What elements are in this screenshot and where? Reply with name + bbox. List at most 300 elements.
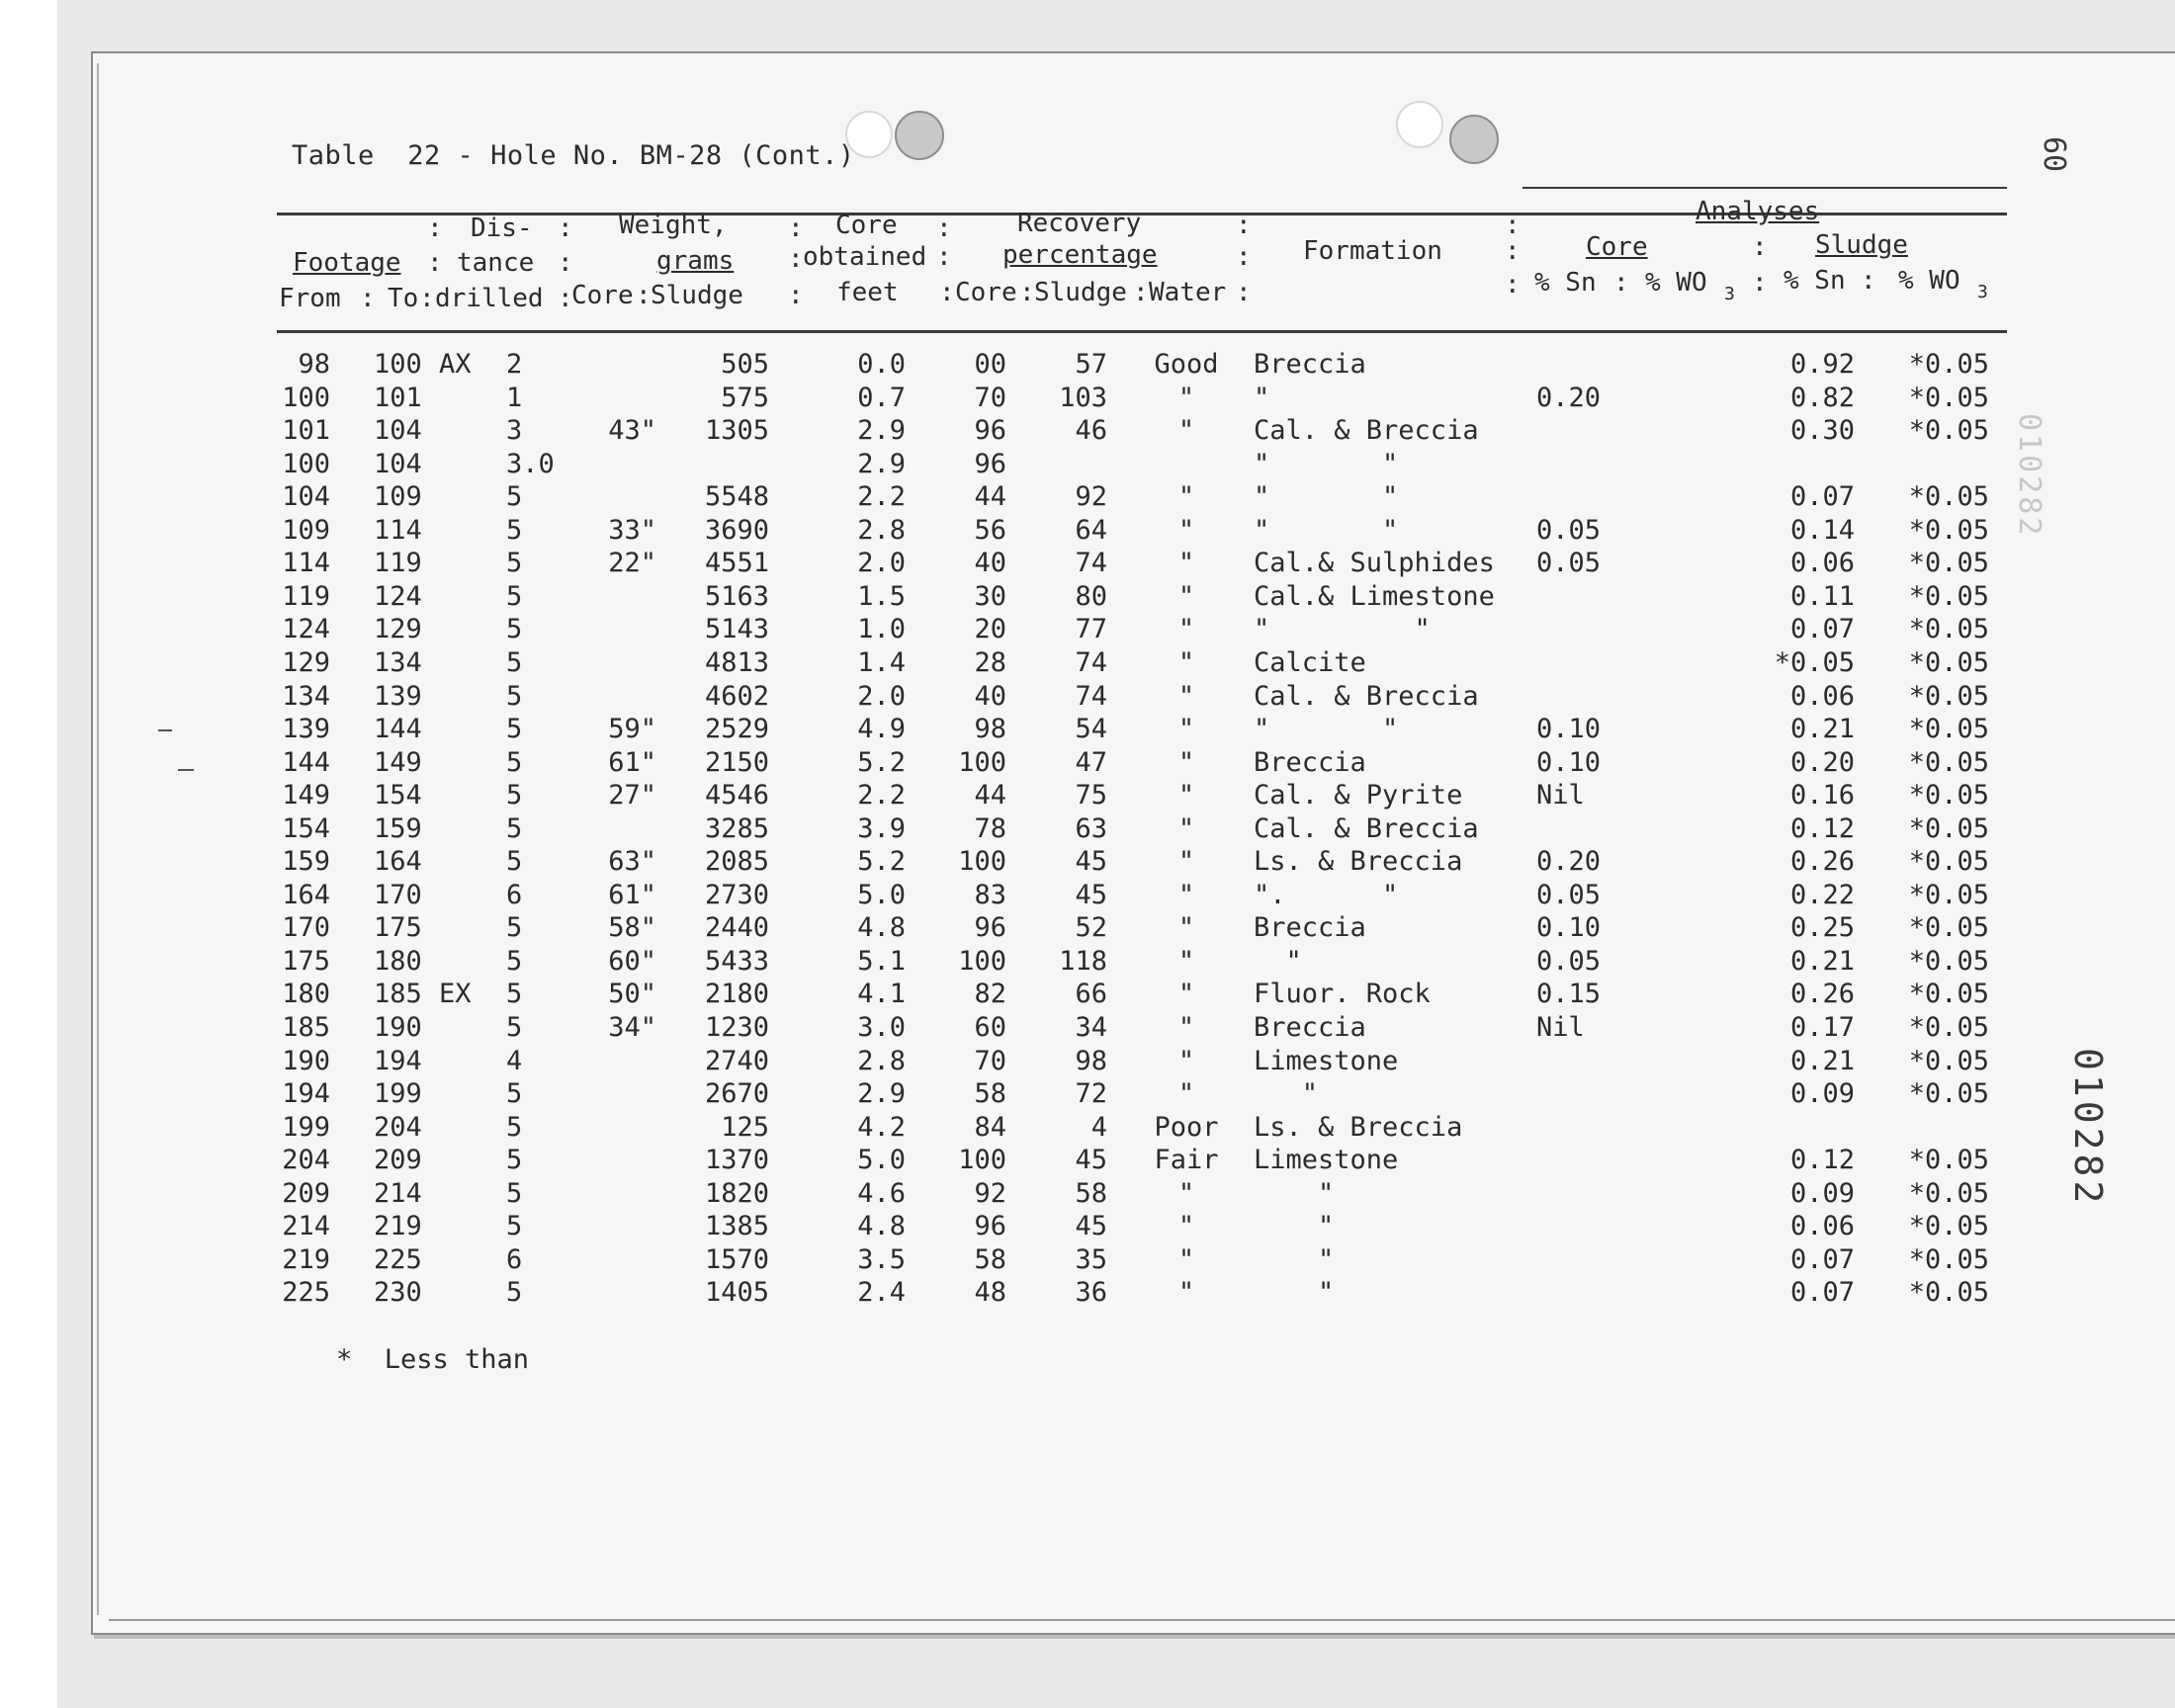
col-sep: : bbox=[1505, 236, 1521, 266]
col-sep: : bbox=[936, 214, 952, 243]
cell-recovery-sludge: 66 bbox=[1075, 979, 1107, 1009]
col-sep: : bbox=[936, 242, 952, 272]
cell-water: " bbox=[1177, 1012, 1195, 1043]
cell-weight-sludge: 5548 bbox=[704, 481, 769, 512]
cell-sludge-sn: 0.09 bbox=[1789, 1178, 1855, 1209]
cell-weight-sludge: 1305 bbox=[704, 415, 769, 446]
cell-water: " bbox=[1177, 912, 1195, 943]
cell-recovery-sludge: 72 bbox=[1075, 1078, 1107, 1109]
header-core-obtained: obtained bbox=[803, 242, 927, 272]
cell-to: 100 bbox=[374, 349, 422, 380]
cell-core-feet: 2.8 bbox=[857, 1046, 906, 1076]
header-recovery-core: Core bbox=[955, 278, 1017, 307]
cell-weight-sludge: 1370 bbox=[704, 1145, 769, 1175]
cell-recovery-core: 40 bbox=[974, 548, 1006, 578]
cell-core-sn: 0.10 bbox=[1536, 747, 1602, 778]
cell-from: 209 bbox=[282, 1178, 330, 1209]
cell-core-sn: 0.05 bbox=[1536, 880, 1602, 910]
col-sep: : bbox=[1236, 278, 1252, 307]
cell-sludge-wo3: *0.05 bbox=[1908, 846, 1989, 877]
cell-size: AX bbox=[439, 349, 472, 380]
cell-weight-core: 59" bbox=[608, 714, 656, 744]
cell-water: " bbox=[1177, 1211, 1195, 1241]
cell-recovery-sludge: 47 bbox=[1075, 747, 1107, 778]
header-core-sn: % Sn bbox=[1534, 268, 1597, 298]
cell-to: 124 bbox=[374, 581, 422, 612]
cell-to: 209 bbox=[374, 1145, 422, 1175]
cell-from: 170 bbox=[282, 912, 330, 943]
cell-weight-sludge: 2529 bbox=[704, 714, 769, 744]
cell-weight-sludge: 4551 bbox=[704, 548, 769, 578]
cell-water: " bbox=[1177, 581, 1195, 612]
cell-sludge-wo3: *0.05 bbox=[1908, 912, 1989, 943]
cell-sludge-wo3: *0.05 bbox=[1908, 946, 1989, 977]
cell-weight-sludge: 3285 bbox=[704, 813, 769, 844]
cell-recovery-sludge: 98 bbox=[1075, 1046, 1107, 1076]
cell-core-sn: 0.10 bbox=[1536, 912, 1602, 943]
cell-recovery-core: 00 bbox=[974, 349, 1006, 380]
cell-water: " bbox=[1177, 946, 1195, 977]
cell-to: 149 bbox=[374, 747, 422, 778]
cell-to: 190 bbox=[374, 1012, 422, 1043]
header-core-wo3: % WO bbox=[1645, 268, 1707, 298]
cell-to: 214 bbox=[374, 1178, 422, 1209]
cell-sludge-wo3: *0.05 bbox=[1908, 714, 1989, 744]
cell-sludge-sn: 0.21 bbox=[1789, 714, 1855, 744]
cell-recovery-sludge: 74 bbox=[1075, 647, 1107, 678]
card-edge-line bbox=[97, 63, 99, 1615]
cell-recovery-core: 30 bbox=[974, 581, 1006, 612]
cell-core-sn: 0.05 bbox=[1536, 515, 1602, 546]
cell-to: 164 bbox=[374, 846, 422, 877]
cell-formation: ". " bbox=[1254, 880, 1399, 910]
cell-to: 154 bbox=[374, 780, 422, 811]
cell-recovery-core: 96 bbox=[974, 912, 1006, 943]
cell-weight-core: 60" bbox=[608, 946, 656, 977]
cell-sludge-wo3: *0.05 bbox=[1908, 747, 1989, 778]
cell-recovery-sludge: 103 bbox=[1059, 383, 1107, 413]
cell-recovery-core: 28 bbox=[974, 647, 1006, 678]
header-distance: tance bbox=[457, 248, 535, 278]
cell-distance: 2 bbox=[506, 349, 523, 380]
cell-distance: 4 bbox=[506, 1046, 523, 1076]
cell-sludge-wo3: *0.05 bbox=[1908, 515, 1989, 546]
cell-sludge-sn: 0.22 bbox=[1789, 880, 1855, 910]
cell-to: 199 bbox=[374, 1078, 422, 1109]
cell-water: " bbox=[1177, 515, 1195, 546]
cell-from: 214 bbox=[282, 1211, 330, 1241]
cell-from: 114 bbox=[282, 548, 330, 578]
col-sep: : bbox=[788, 281, 804, 310]
header-distance: Dis- bbox=[471, 214, 533, 243]
header-recovery: percentage bbox=[1002, 240, 1158, 270]
cell-recovery-sludge: 45 bbox=[1075, 1211, 1107, 1241]
cell-from: 194 bbox=[282, 1078, 330, 1109]
cell-recovery-core: 44 bbox=[974, 481, 1006, 512]
col-sep: : bbox=[558, 214, 573, 243]
cell-recovery-sludge: 80 bbox=[1075, 581, 1107, 612]
cell-recovery-sludge: 64 bbox=[1075, 515, 1107, 546]
col-sep: : bbox=[1505, 211, 1521, 240]
cell-distance: 5 bbox=[506, 747, 523, 778]
col-sep: : bbox=[1019, 278, 1035, 307]
cell-formation: " bbox=[1254, 1211, 1335, 1241]
cell-sludge-sn: 0.07 bbox=[1789, 614, 1855, 644]
cell-recovery-core: 100 bbox=[958, 946, 1006, 977]
cell-core-sn: 0.15 bbox=[1536, 979, 1602, 1009]
cell-from: 139 bbox=[282, 714, 330, 744]
cell-to: 219 bbox=[374, 1211, 422, 1241]
page-number: 60 bbox=[2037, 136, 2071, 173]
cell-distance: 3.0 bbox=[506, 449, 555, 479]
cell-water: " bbox=[1177, 415, 1195, 446]
cell-sludge-sn: 0.30 bbox=[1789, 415, 1855, 446]
cell-formation: Cal. & Breccia bbox=[1254, 415, 1479, 446]
cell-recovery-core: 58 bbox=[974, 1078, 1006, 1109]
cell-sludge-wo3: *0.05 bbox=[1908, 1046, 1989, 1076]
cell-sludge-sn: 0.20 bbox=[1789, 747, 1855, 778]
cell-weight-sludge: 1570 bbox=[704, 1244, 769, 1275]
cell-formation: Calcite bbox=[1254, 647, 1366, 678]
cell-formation: " bbox=[1254, 1244, 1335, 1275]
cell-water: " bbox=[1177, 780, 1195, 811]
cell-from: 154 bbox=[282, 813, 330, 844]
cell-core-sn: 0.20 bbox=[1536, 383, 1602, 413]
cell-water: Poor bbox=[1154, 1112, 1219, 1143]
col-sep: : bbox=[558, 284, 573, 313]
cell-distance: 1 bbox=[506, 383, 523, 413]
cell-recovery-core: 83 bbox=[974, 880, 1006, 910]
cell-sludge-sn: 0.26 bbox=[1789, 979, 1855, 1009]
cell-sludge-sn: 0.14 bbox=[1789, 515, 1855, 546]
header-analyses-sludge: Sludge bbox=[1815, 230, 1908, 260]
cell-recovery-sludge: 74 bbox=[1075, 548, 1107, 578]
cell-recovery-core: 78 bbox=[974, 813, 1006, 844]
punch-hole-right-a bbox=[1396, 101, 1443, 148]
cell-recovery-core: 48 bbox=[974, 1277, 1006, 1308]
cell-distance: 5 bbox=[506, 813, 523, 844]
cell-recovery-core: 100 bbox=[958, 1145, 1006, 1175]
col-sep: : bbox=[558, 248, 573, 278]
header-recovery-sludge: Sludge bbox=[1034, 278, 1127, 307]
cell-water: " bbox=[1177, 1046, 1195, 1076]
cell-sludge-wo3: *0.05 bbox=[1908, 1145, 1989, 1175]
document-number-bleed: 010282 bbox=[2012, 413, 2046, 539]
col-sep: : bbox=[1236, 211, 1252, 240]
col-sep: : bbox=[939, 278, 955, 307]
cell-distance: 5 bbox=[506, 647, 523, 678]
header-sludge-sn: % Sn bbox=[1784, 266, 1846, 296]
cell-recovery-core: 56 bbox=[974, 515, 1006, 546]
cell-core-feet: 2.2 bbox=[857, 481, 906, 512]
cell-recovery-sludge: 45 bbox=[1075, 1145, 1107, 1175]
cell-recovery-sludge: 57 bbox=[1075, 349, 1107, 380]
header-distance: drilled bbox=[435, 284, 544, 313]
cell-from: 129 bbox=[282, 647, 330, 678]
cell-sludge-wo3: *0.05 bbox=[1908, 548, 1989, 578]
card-bottom-line bbox=[109, 1619, 2175, 1621]
cell-to: 119 bbox=[374, 548, 422, 578]
cell-recovery-sludge: 92 bbox=[1075, 481, 1107, 512]
cell-weight-sludge: 5143 bbox=[704, 614, 769, 644]
header-to: To bbox=[388, 284, 419, 313]
cell-sludge-wo3: *0.05 bbox=[1908, 1211, 1989, 1241]
cell-water: " bbox=[1177, 1178, 1195, 1209]
cell-sludge-sn: 0.12 bbox=[1789, 1145, 1855, 1175]
cell-weight-sludge: 575 bbox=[721, 383, 769, 413]
cell-to: 170 bbox=[374, 880, 422, 910]
cell-recovery-core: 70 bbox=[974, 1046, 1006, 1076]
cell-recovery-core: 40 bbox=[974, 681, 1006, 712]
cell-core-feet: 5.0 bbox=[857, 880, 906, 910]
cell-recovery-core: 96 bbox=[974, 415, 1006, 446]
cell-formation: " " bbox=[1254, 449, 1399, 479]
cell-formation: " " bbox=[1254, 714, 1399, 744]
cell-core-feet: 1.0 bbox=[857, 614, 906, 644]
cell-recovery-sludge: 35 bbox=[1075, 1244, 1107, 1275]
cell-water: " bbox=[1177, 383, 1195, 413]
cell-weight-core: 34" bbox=[608, 1012, 656, 1043]
cell-from: 109 bbox=[282, 515, 330, 546]
header-recovery: Recovery bbox=[1017, 209, 1142, 238]
cell-water: " bbox=[1177, 1244, 1195, 1275]
cell-sludge-wo3: *0.05 bbox=[1908, 1012, 1989, 1043]
cell-water: " bbox=[1177, 481, 1195, 512]
cell-sludge-sn: 0.17 bbox=[1789, 1012, 1855, 1043]
cell-core-feet: 0.0 bbox=[857, 349, 906, 380]
cell-recovery-core: 100 bbox=[958, 747, 1006, 778]
cell-to: 114 bbox=[374, 515, 422, 546]
cell-distance: 5 bbox=[506, 912, 523, 943]
cell-core-sn: Nil bbox=[1536, 1012, 1585, 1043]
cell-from: 101 bbox=[282, 415, 330, 446]
cell-weight-sludge: 1405 bbox=[704, 1277, 769, 1308]
cell-core-feet: 5.2 bbox=[857, 747, 906, 778]
cell-sludge-sn: 0.06 bbox=[1789, 1211, 1855, 1241]
cell-weight-sludge: 4546 bbox=[704, 780, 769, 811]
col-sep: : bbox=[419, 284, 435, 313]
cell-recovery-sludge: 58 bbox=[1075, 1178, 1107, 1209]
cell-sludge-wo3: *0.05 bbox=[1908, 880, 1989, 910]
cell-distance: 5 bbox=[506, 1277, 523, 1308]
cell-core-feet: 2.9 bbox=[857, 449, 906, 479]
cell-weight-core: 50" bbox=[608, 979, 656, 1009]
cell-core-feet: 5.0 bbox=[857, 1145, 906, 1175]
cell-sludge-sn: 0.21 bbox=[1789, 946, 1855, 977]
cell-core-feet: 1.4 bbox=[857, 647, 906, 678]
header-weight: Weight, bbox=[619, 211, 728, 240]
cell-to: 225 bbox=[374, 1244, 422, 1275]
cell-core-feet: 5.2 bbox=[857, 846, 906, 877]
cell-sludge-wo3: *0.05 bbox=[1908, 979, 1989, 1009]
cell-to: 230 bbox=[374, 1277, 422, 1308]
cell-formation: Breccia bbox=[1254, 747, 1366, 778]
cell-sludge-wo3: *0.05 bbox=[1908, 681, 1989, 712]
cell-recovery-sludge: 4 bbox=[1090, 1112, 1107, 1143]
cell-formation: " bbox=[1254, 946, 1302, 977]
cell-from: 219 bbox=[282, 1244, 330, 1275]
cell-to: 204 bbox=[374, 1112, 422, 1143]
margin-mark bbox=[158, 729, 172, 731]
cell-from: 100 bbox=[282, 449, 330, 479]
cell-core-feet: 2.8 bbox=[857, 515, 906, 546]
cell-weight-sludge: 2180 bbox=[704, 979, 769, 1009]
cell-weight-sludge: 5163 bbox=[704, 581, 769, 612]
cell-core-feet: 1.5 bbox=[857, 581, 906, 612]
cell-formation: " bbox=[1254, 1078, 1319, 1109]
cell-from: 175 bbox=[282, 946, 330, 977]
cell-recovery-sludge: 75 bbox=[1075, 780, 1107, 811]
cell-core-sn: 0.05 bbox=[1536, 946, 1602, 977]
cell-formation: Breccia bbox=[1254, 349, 1366, 380]
cell-weight-sludge: 505 bbox=[721, 349, 769, 380]
cell-sludge-sn: 0.11 bbox=[1789, 581, 1855, 612]
col-sep: : bbox=[636, 281, 652, 310]
cell-sludge-wo3: *0.05 bbox=[1908, 1244, 1989, 1275]
cell-weight-sludge: 5433 bbox=[704, 946, 769, 977]
col-sep: : bbox=[1133, 278, 1149, 307]
cell-core-sn: 0.10 bbox=[1536, 714, 1602, 744]
cell-weight-sludge: 4602 bbox=[704, 681, 769, 712]
cell-to: 175 bbox=[374, 912, 422, 943]
cell-weight-sludge: 2730 bbox=[704, 880, 769, 910]
cell-recovery-core: 96 bbox=[974, 449, 1006, 479]
cell-size: EX bbox=[439, 979, 472, 1009]
col-sep: : bbox=[788, 244, 804, 274]
cell-recovery-sludge: 63 bbox=[1075, 813, 1107, 844]
cell-from: 159 bbox=[282, 846, 330, 877]
cell-from: 185 bbox=[282, 1012, 330, 1043]
cell-weight-sludge: 1230 bbox=[704, 1012, 769, 1043]
cell-sludge-sn: 0.07 bbox=[1789, 1277, 1855, 1308]
cell-sludge-wo3: *0.05 bbox=[1908, 1277, 1989, 1308]
cell-from: 100 bbox=[282, 383, 330, 413]
col-sep: : bbox=[788, 214, 804, 243]
cell-distance: 3 bbox=[506, 415, 523, 446]
document-number: 010282 bbox=[2066, 1048, 2110, 1208]
cell-from: 225 bbox=[282, 1277, 330, 1308]
cell-water: " bbox=[1177, 1078, 1195, 1109]
cell-weight-sludge: 1820 bbox=[704, 1178, 769, 1209]
cell-distance: 5 bbox=[506, 515, 523, 546]
cell-formation: " " bbox=[1254, 614, 1431, 644]
cell-sludge-wo3: *0.05 bbox=[1908, 813, 1989, 844]
header-from: From bbox=[279, 284, 341, 313]
cell-water: " bbox=[1177, 714, 1195, 744]
cell-formation: " " bbox=[1254, 481, 1399, 512]
cell-formation: Breccia bbox=[1254, 1012, 1366, 1043]
cell-sludge-wo3: *0.05 bbox=[1908, 1078, 1989, 1109]
cell-formation: Cal. & Breccia bbox=[1254, 681, 1479, 712]
cell-to: 104 bbox=[374, 449, 422, 479]
cell-weight-sludge: 3690 bbox=[704, 515, 769, 546]
cell-sludge-wo3: *0.05 bbox=[1908, 780, 1989, 811]
cell-recovery-core: 70 bbox=[974, 383, 1006, 413]
cell-formation: Cal. & Pyrite bbox=[1254, 780, 1463, 811]
cell-distance: 5 bbox=[506, 979, 523, 1009]
cell-weight-core: 61" bbox=[608, 880, 656, 910]
cell-weight-sludge: 1385 bbox=[704, 1211, 769, 1241]
header-analyses: Analyses bbox=[1696, 197, 1820, 226]
footnote: * Less than bbox=[336, 1344, 530, 1375]
cell-recovery-sludge: 74 bbox=[1075, 681, 1107, 712]
cell-to: 101 bbox=[374, 383, 422, 413]
cell-sludge-sn: 0.09 bbox=[1789, 1078, 1855, 1109]
cell-recovery-core: 92 bbox=[974, 1178, 1006, 1209]
cell-core-feet: 4.6 bbox=[857, 1178, 906, 1209]
header-bottom-rule bbox=[277, 330, 2007, 333]
cell-distance: 5 bbox=[506, 1211, 523, 1241]
cell-core-feet: 2.9 bbox=[857, 1078, 906, 1109]
cell-core-feet: 2.9 bbox=[857, 415, 906, 446]
analyses-rule bbox=[1522, 187, 2007, 189]
cell-to: 129 bbox=[374, 614, 422, 644]
cell-weight-sludge: 125 bbox=[721, 1112, 769, 1143]
cell-recovery-core: 58 bbox=[974, 1244, 1006, 1275]
cell-from: 149 bbox=[282, 780, 330, 811]
cell-recovery-core: 84 bbox=[974, 1112, 1006, 1143]
header-formation: Formation bbox=[1303, 236, 1442, 266]
cell-to: 104 bbox=[374, 415, 422, 446]
cell-distance: 5 bbox=[506, 581, 523, 612]
cell-formation: Limestone bbox=[1254, 1046, 1399, 1076]
header-weight: grams bbox=[656, 246, 735, 276]
header-footage: Footage bbox=[293, 248, 401, 278]
cell-distance: 5 bbox=[506, 946, 523, 977]
cell-weight-sludge: 2085 bbox=[704, 846, 769, 877]
cell-recovery-sludge: 46 bbox=[1075, 415, 1107, 446]
cell-weight-sludge: 2740 bbox=[704, 1046, 769, 1076]
cell-sludge-sn: 0.21 bbox=[1789, 1046, 1855, 1076]
cell-distance: 5 bbox=[506, 1112, 523, 1143]
cell-distance: 5 bbox=[506, 714, 523, 744]
cell-water: " bbox=[1177, 813, 1195, 844]
cell-formation: " bbox=[1254, 1178, 1335, 1209]
cell-formation: Cal.& Sulphides bbox=[1254, 548, 1495, 578]
cell-formation: Cal.& Limestone bbox=[1254, 581, 1495, 612]
cell-sludge-sn: 0.25 bbox=[1789, 912, 1855, 943]
cell-to: 139 bbox=[374, 681, 422, 712]
cell-from: 124 bbox=[282, 614, 330, 644]
cell-water: " bbox=[1177, 880, 1195, 910]
cell-weight-sludge: 4813 bbox=[704, 647, 769, 678]
cell-formation: " bbox=[1254, 383, 1270, 413]
cell-distance: 5 bbox=[506, 1178, 523, 1209]
cell-sludge-sn: 0.12 bbox=[1789, 813, 1855, 844]
cell-sludge-wo3: *0.05 bbox=[1908, 581, 1989, 612]
cell-sludge-wo3: *0.05 bbox=[1908, 1178, 1989, 1209]
cell-recovery-core: 100 bbox=[958, 846, 1006, 877]
cell-core-sn: Nil bbox=[1536, 780, 1585, 811]
cell-distance: 5 bbox=[506, 614, 523, 644]
col-sep: : bbox=[1236, 242, 1252, 272]
cell-from: 104 bbox=[282, 481, 330, 512]
cell-from: 190 bbox=[282, 1046, 330, 1076]
cell-formation: Ls. & Breccia bbox=[1254, 846, 1463, 877]
cell-water: " bbox=[1177, 1277, 1195, 1308]
subscript: 3 bbox=[1977, 282, 1988, 302]
cell-formation: Cal. & Breccia bbox=[1254, 813, 1479, 844]
cell-sludge-sn: 0.26 bbox=[1789, 846, 1855, 877]
cell-water: " bbox=[1177, 647, 1195, 678]
cell-weight-core: 63" bbox=[608, 846, 656, 877]
cell-sludge-sn: 0.06 bbox=[1789, 681, 1855, 712]
cell-distance: 5 bbox=[506, 1012, 523, 1043]
col-sep: : bbox=[360, 284, 376, 313]
cell-recovery-core: 20 bbox=[974, 614, 1006, 644]
cell-to: 109 bbox=[374, 481, 422, 512]
cell-distance: 5 bbox=[506, 548, 523, 578]
